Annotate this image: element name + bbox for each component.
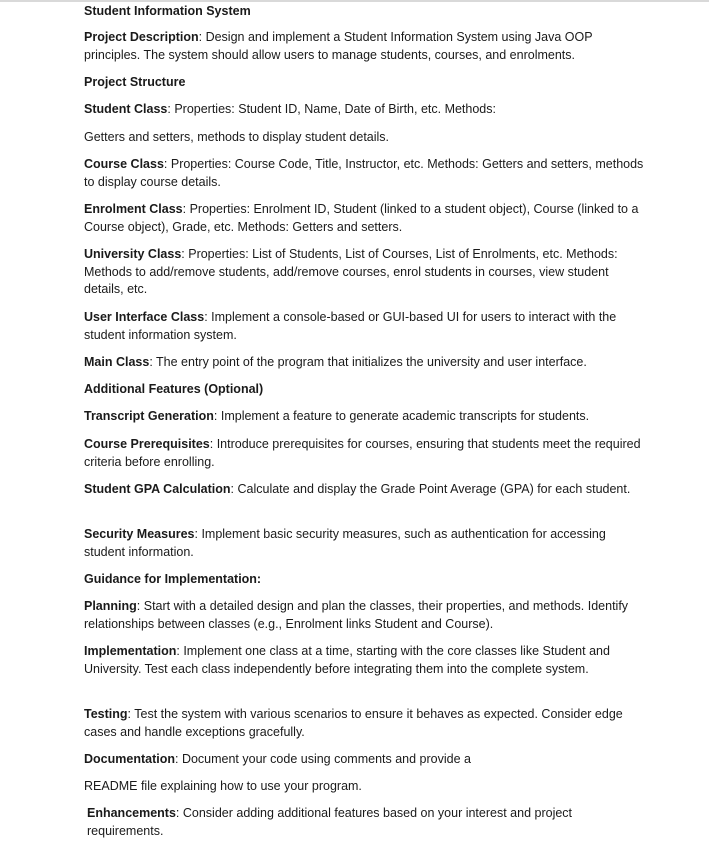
paragraph-text: Introduce prerequisites for courses, ensuring that students meet the required criteria before enrolling.: [84, 437, 641, 469]
paragraph-separator: :: [176, 644, 184, 658]
paragraph-label: Implementation: [84, 644, 177, 658]
section-heading-guidance: Guidance for Implementation:: [84, 572, 262, 586]
paragraph-label: Documentation: [84, 752, 175, 766]
paragraph-text: Properties: Enrolment ID, Student (linked to a student object), Course (linked to a Course object), Grade, etc. Methods: Getters and setters.: [84, 202, 639, 234]
paragraph-implementation: [84, 643, 644, 678]
paragraph-label: Security Measures: [84, 527, 195, 541]
paragraph-course-class: [84, 156, 644, 191]
paragraph-testing: [84, 706, 644, 741]
paragraph-readme: [84, 778, 644, 796]
paragraph-separator: :: [213, 409, 221, 423]
paragraph-separator: :: [181, 247, 189, 261]
document-title: Student Information System: [84, 4, 251, 18]
paragraph-text: Implement one class at a time, starting with the core classes like Student and University. Test each class independently before integrating them into the complete system.: [84, 644, 610, 676]
paragraph-label: Enrolment Class: [84, 202, 183, 216]
paragraph-separator: :: [209, 437, 217, 451]
paragraph-text: Properties: List of Students, List of Courses, List of Enrolments, etc. Methods: Methods to add/remove students, add/remove courses, enrol students in courses, view student details, etc.: [84, 247, 618, 296]
paragraph-student-gpa-calculation: [84, 481, 644, 499]
paragraph-student-class: [84, 101, 644, 119]
paragraph-separator: :: [198, 30, 206, 44]
paragraph-separator: :: [194, 527, 202, 541]
paragraph-label: Testing: [84, 707, 128, 721]
paragraph-separator: :: [127, 707, 135, 721]
paragraph-separator: :: [182, 202, 190, 216]
paragraph-planning: [84, 598, 644, 633]
paragraph-label: Main Class: [84, 355, 150, 369]
paragraph-text: Implement a console-based or GUI-based UI for users to interact with the student information system.: [84, 310, 617, 342]
paragraph-separator: :: [136, 599, 144, 613]
paragraph-enhancements: [87, 805, 647, 840]
paragraph-separator: :: [167, 102, 175, 116]
paragraph-text: README file explaining how to use your program.: [84, 779, 362, 793]
paragraph-text: Design and implement a Student Information System using Java OOP principles. The system should allow users to manage students, courses, and enrolments.: [84, 30, 593, 62]
paragraph-label: Enhancements: [87, 806, 176, 820]
page-top-border: [0, 0, 709, 2]
paragraph-label: University Class: [84, 247, 182, 261]
paragraph-separator: :: [163, 157, 171, 171]
paragraph-separator: :: [175, 806, 183, 820]
paragraph-label: Project Description: [84, 30, 199, 44]
paragraph-label: Course Class: [84, 157, 164, 171]
paragraph-text: Getters and setters, methods to display student details.: [84, 130, 390, 144]
paragraph-text: Start with a detailed design and plan the classes, their properties, and methods. Identify relationships between classes (e.g., Enrolment links Student and Course).: [84, 599, 629, 631]
paragraph-student-class-methods: [84, 129, 644, 147]
paragraph-user-interface-class: [84, 309, 644, 344]
section-heading-additional-features: Additional Features (Optional): [84, 382, 264, 396]
paragraph-university-class: [84, 246, 644, 299]
paragraph-documentation: [84, 751, 644, 769]
paragraph-text: Test the system with various scenarios to ensure it behaves as expected. Consider edge cases and handle exceptions gracefully.: [84, 707, 623, 739]
paragraph-label: Transcript Generation: [84, 409, 214, 423]
paragraph-security-measures: [84, 526, 644, 561]
section-heading-project-structure: Project Structure: [84, 75, 186, 89]
paragraph-label: Student Class: [84, 102, 168, 116]
paragraph-separator: :: [204, 310, 212, 324]
paragraph-course-prerequisites: [84, 436, 644, 471]
paragraph-separator: :: [149, 355, 157, 369]
paragraph-label: Student GPA Calculation: [84, 482, 231, 496]
paragraph-text: Properties: Student ID, Name, Date of Birth, etc. Methods:: [174, 102, 496, 116]
paragraph-enrolment-class: [84, 201, 644, 236]
paragraph-text: Document your code using comments and provide a: [181, 752, 471, 766]
paragraph-text: Calculate and display the Grade Point Average (GPA) for each student.: [237, 482, 631, 496]
paragraph-separator: :: [230, 482, 238, 496]
paragraph-text: Implement a feature to generate academic transcripts for students.: [220, 409, 590, 423]
paragraph-separator: :: [174, 752, 182, 766]
paragraph-text: Properties: Course Code, Title, Instructor, etc. Methods: Getters and setters, methods to display course details.: [84, 157, 644, 189]
paragraph-text: Consider adding additional features based on your interest and project requirements.: [87, 806, 573, 838]
paragraph-text: The entry point of the program that initializes the university and user interface.: [156, 355, 587, 369]
paragraph-label: Planning: [84, 599, 137, 613]
paragraph-transcript-generation: [84, 408, 644, 426]
paragraph-label: User Interface Class: [84, 310, 205, 324]
paragraph-project-description: [84, 29, 644, 64]
paragraph-main-class: [84, 354, 644, 372]
paragraph-text: Implement basic security measures, such as authentication for accessing student information.: [84, 527, 606, 559]
paragraph-label: Course Prerequisites: [84, 437, 210, 451]
